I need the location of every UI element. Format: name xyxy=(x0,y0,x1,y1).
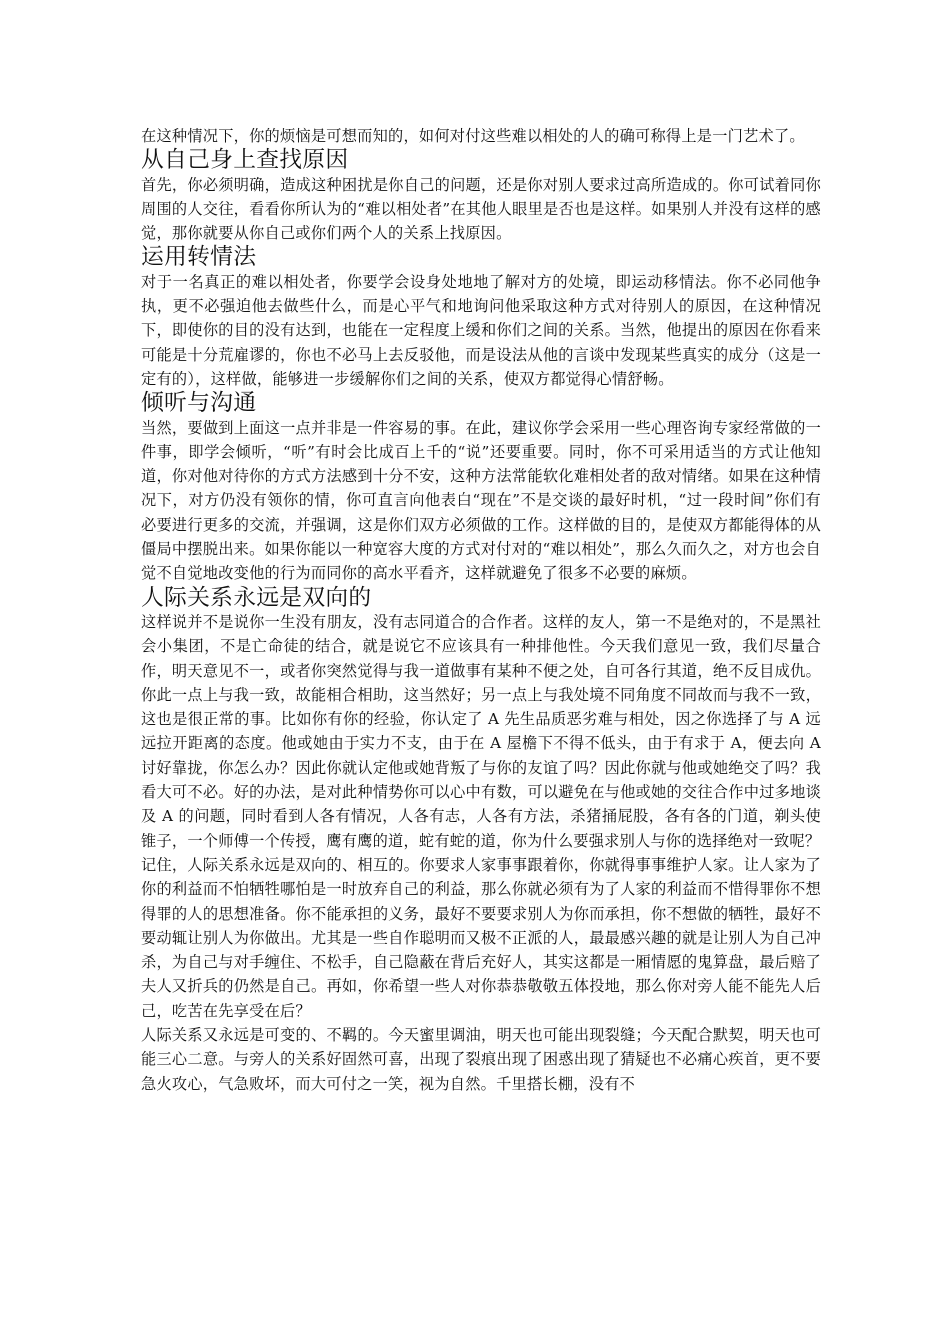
paragraph-empathy: 对于一名真正的难以相处者，你要学会设身处地地了解对方的处境，即运动移情法。你不必同他争执，更不必强迫他去做些什么，而是心平气和地询问他采取这种方式对待别人的原因，在这种情况下，即使你的目的没有达到，也能在一定程度上缓和你们之间的关系。当然，他提出的原因在你看来可能是十分荒雇谬的，你也不必马上去反驳他，而是设法从他的言谈中发现某些真实的成分（这是一定有的），这样做，能够进一步缓解你们之间的关系，使双方都觉得心情舒畅。 xyxy=(141,272,821,388)
paragraph-two-way-1: 这样说并不是说你一生没有朋友，没有志同道合的合作者。这样的友人，第一不是绝对的，不是黑社会小集团，不是亡命徒的结合，就是说它不应该具有一种排他性。今天我们意见一致，我们尽量合作，明天意见不一，或者你突然觉得与我一道做事有某种不便之处，自可各行其道，绝不反目成仇。你此一点上与我一致，故能相合相助，这当然好；另一点上与我处境不同角度不同故而与我不一致，这也是很正常的事。比如你有你的经验，你认定了 A 先生品质恶劣难与相处，因之你选择了与 A 远远拉开距离的态度。他或她由于实力不支，由于在 A 屋檐下不得不低头，由于有求于 A，便去向 A 讨好靠拢，你怎么办？因此你就认定他或她背叛了与你的友谊了吗？因此你就与他或她绝交了吗？我看大可不必。好的办法，是对此种情势你可以心中有数，可以避免在与他或她的交往合作中过多地谈及 A 的问题，同时看到人各有情况，人各有志，人各有方法，杀猪捅屁股，各有各的门道，剃头使锥子，一个师傅一个传授，鹰有鹰的道，蛇有蛇的道，你为什么要强求别人与你的选择绝对一致呢？ xyxy=(141,612,821,850)
document-page xyxy=(141,124,821,1096)
section-heading-listening: 倾听与沟通 xyxy=(141,390,257,417)
section-heading-two-way: 人际关系永远是双向的 xyxy=(141,584,372,611)
section-heading-empathy: 运用转情法 xyxy=(141,244,257,271)
paragraph-two-way-3: 人际关系又永远是可变的、不羁的。今天蜜里调油，明天也可能出现裂缝；今天配合默契，明天也可能三心二意。与旁人的关系好固然可喜，出现了裂痕出现了困惑出现了猜疑也不必痛心疾首，更不要急火攻心，气急败坏，而大可付之一笑，视为自然。千里搭长棚，没有不 xyxy=(141,1025,821,1093)
section-heading-self-reflection: 从自己身上查找原因 xyxy=(141,147,349,174)
paragraph-self-reflection: 首先，你必须明确，造成这种困扰是你自己的问题，还是你对别人要求过高所造成的。你可试着同你周围的人交往，看看你所认为的“难以相处者”在其他人眼里是否也是这样。如果别人并没有这样的感觉，那你就要从你自己或你们两个人的关系上找原因。 xyxy=(141,175,821,243)
paragraph-listening: 当然，要做到上面这一点并非是一件容易的事。在此，建议你学会采用一些心理咨询专家经常做的一件事，即学会倾听，“听”有时会比成百上千的“说”还要重要。同时，你不可采用适当的方式让他知道，你对他对待你的方式方法感到十分不安，这种方法常能软化难相处者的敌对情绪。如果在这种情况下，对方仍没有领你的情，你可直言向他表白“现在”不是交谈的最好时机，“过一段时间”你们有必要进行更多的交流，并强调，这是你们双方必须做的工作。这样做的目的，是使双方都能得体的从僵局中摆脱出来。如果你能以一种宽容大度的方式对付对的“难以相处”，那么久而久之，对方也会自觉不自觉地改变他的行为而同你的高水平看齐，这样就避免了很多不必要的麻烦。 xyxy=(141,418,821,583)
paragraph-intro: 在这种情况下，你的烦恼是可想而知的，如何对付这些难以相处的人的确可称得上是一门艺术了。 xyxy=(141,127,805,145)
paragraph-two-way-2: 记住，人际关系永远是双向的、相互的。你要求人家事事跟着你，你就得事事维护人家。让人家为了你的利益而不怕牺牲哪怕是一时放弃自己的利益，那么你就必须有为了人家的利益而不惜得罪你不想得罪的人的思想准备。你不能承担的义务，最好不要要求别人为你而承担，你不想做的牺牲，最好不要动辄让别人为你做出。尤其是一些自作聪明而又极不正派的人，最最感兴趣的就是让别人为自己冲杀，为自己与对手缠住、不松手，自己隐蔽在背后充好人，其实这都是一厢情愿的鬼算盘，最后赔了夫人又折兵的仍然是自己。再如，你希望一些人对你恭恭敬敬五体投地，那么你对旁人能不能先人后己，吃苦在先享受在后？ xyxy=(141,855,821,1020)
